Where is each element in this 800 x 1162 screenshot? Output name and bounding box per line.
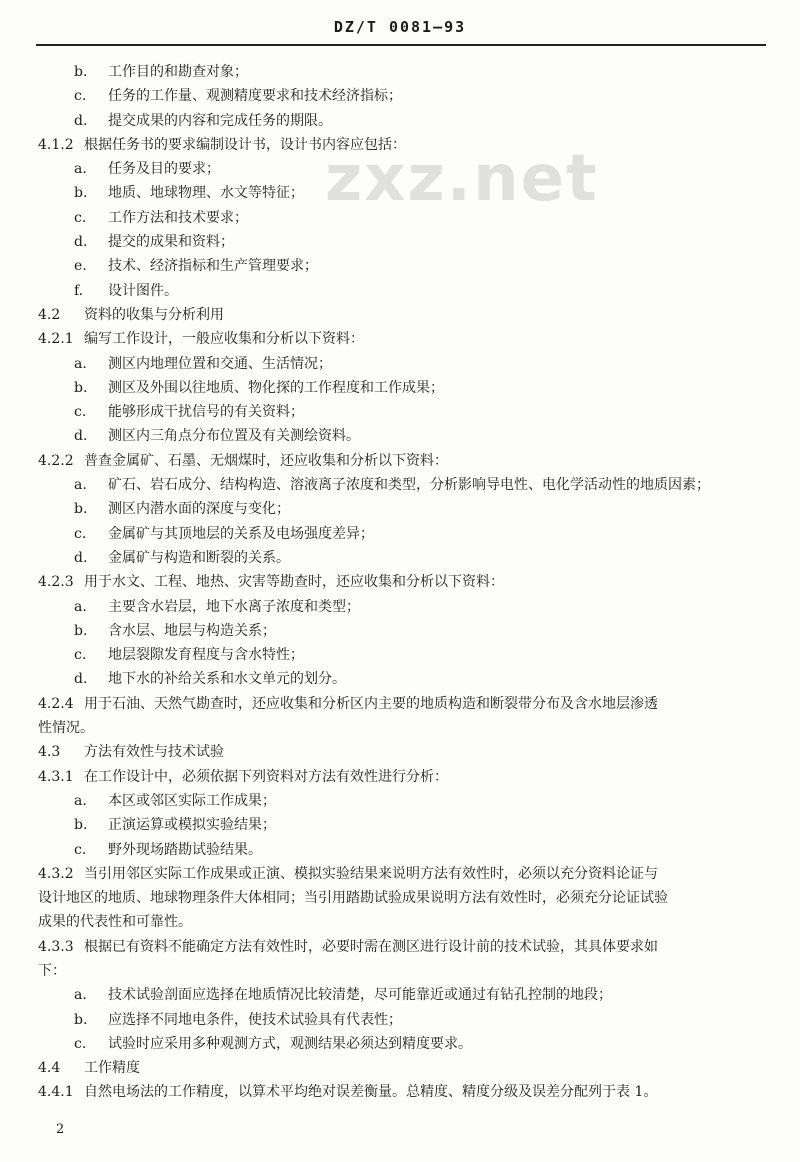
clause-number: 4.3.1	[38, 768, 74, 785]
section-clause	[38, 327, 768, 351]
document-body	[38, 60, 768, 1105]
section-clause	[38, 303, 768, 327]
clause-number: c.	[74, 525, 87, 542]
clause-number: d.	[74, 234, 88, 251]
clause-text: 工作方法和技术要求；	[108, 209, 248, 226]
clause-text: 性情况。	[38, 720, 94, 737]
clause-text: 下：	[38, 962, 66, 979]
list-item	[38, 230, 768, 254]
clause-text: 主要含水岩层，地下水离子浓度和类型；	[108, 598, 360, 615]
paragraph-continuation	[38, 910, 768, 934]
list-item	[38, 667, 768, 691]
clause-number: f.	[74, 282, 84, 299]
clause-number: 4.4	[38, 1060, 61, 1077]
watermark: zxz.net	[325, 142, 599, 216]
clause-number: a.	[74, 161, 87, 178]
clause-number: b.	[74, 817, 88, 834]
clause-text: 测区内地理位置和交通、生活情况；	[108, 355, 332, 372]
clause-text: 工作精度	[84, 1060, 140, 1077]
clause-text: 含水层、地层与构造关系；	[108, 622, 276, 639]
list-item	[38, 84, 768, 108]
document-code-header: DZ/T 0081—93	[333, 18, 467, 36]
clause-number: d.	[74, 549, 88, 566]
list-item	[38, 400, 768, 424]
clause-number: b.	[74, 1011, 88, 1028]
clause-text: 应选择不同地电条件，使技术试验具有代表性；	[108, 1011, 402, 1028]
clause-text: 测区内潜水面的深度与变化；	[108, 501, 290, 518]
clause-number: a.	[74, 355, 87, 372]
clause-text: 地质、地球物理、水文等特征；	[108, 185, 304, 202]
clause-number: 4.3	[38, 744, 61, 761]
list-item	[38, 619, 768, 643]
clause-text: 设计地区的地质、地球物理条件大体相同；当引用踏勘试验成果说明方法有效性时，必须充分论证试验	[38, 890, 668, 907]
list-item	[38, 595, 768, 619]
list-item	[38, 546, 768, 570]
clause-number: 4.2.4	[38, 695, 74, 712]
clause-text: 技术、经济指标和生产管理要求；	[108, 258, 318, 275]
clause-number: d.	[74, 671, 88, 688]
clause-text: 正演运算或模拟实验结果；	[108, 817, 276, 834]
clause-number: d.	[74, 428, 88, 445]
clause-number: 4.2.2	[38, 452, 74, 469]
list-item	[38, 473, 768, 497]
list-item	[38, 279, 768, 303]
clause-text: 方法有效性与技术试验	[84, 744, 224, 761]
list-item	[38, 206, 768, 230]
clause-number: 4.2.3	[38, 574, 74, 591]
clause-number: c.	[74, 1035, 87, 1052]
clause-number: a.	[74, 792, 87, 809]
clause-text: 提交的成果和资料；	[108, 234, 234, 251]
clause-text: 根据任务书的要求编制设计书，设计书内容应包括：	[84, 136, 406, 153]
clause-number: b.	[74, 64, 88, 80]
section-clause	[38, 1080, 768, 1104]
clause-number: a.	[74, 987, 87, 1004]
list-item	[38, 352, 768, 376]
clause-text: 本区或邻区实际工作成果；	[108, 792, 276, 809]
clause-number: a.	[74, 598, 87, 615]
clause-text: 工作目的和勘查对象；	[108, 64, 248, 80]
clause-number: d.	[74, 112, 88, 129]
clause-text: 地下水的补给关系和水文单元的划分。	[108, 671, 346, 688]
clause-text: 试验时应采用多种观测方式，观测结果必须达到精度要求。	[108, 1035, 472, 1052]
list-item	[38, 643, 768, 667]
page-number: 2	[56, 1122, 65, 1137]
clause-text: 测区内三角点分布位置及有关测绘资料。	[108, 428, 360, 445]
clause-text: 资料的收集与分析利用	[84, 306, 224, 323]
clause-number: c.	[74, 209, 87, 226]
section-clause	[38, 133, 768, 157]
clause-text: 提交成果的内容和完成任务的期限。	[108, 112, 332, 129]
clause-text: 任务的工作量、观测精度要求和技术经济指标；	[108, 88, 402, 105]
clause-number: 4.2.1	[38, 331, 74, 348]
section-clause	[38, 862, 768, 886]
list-item	[38, 1032, 768, 1056]
clause-number: b.	[74, 622, 88, 639]
clause-text: 设计图件。	[108, 282, 178, 299]
list-item	[38, 813, 768, 837]
list-item	[38, 789, 768, 813]
clause-number: b.	[74, 379, 88, 396]
list-item	[38, 157, 768, 181]
paragraph-continuation	[38, 959, 768, 983]
list-item	[38, 424, 768, 448]
list-item	[38, 1008, 768, 1032]
clause-text: 在工作设计中，必须依据下列资料对方法有效性进行分析：	[84, 768, 448, 785]
clause-number: 4.1.2	[38, 136, 74, 153]
clause-text: 野外现场踏勘试验结果。	[108, 841, 262, 858]
section-clause	[38, 1056, 768, 1080]
clause-text: 编写工作设计，一般应收集和分析以下资料：	[84, 331, 364, 348]
section-clause	[38, 449, 768, 473]
clause-text: 自然电场法的工作精度，以算术平均绝对误差衡量。总精度、精度分级及误差分配列于表 1。	[84, 1084, 658, 1101]
clause-text: 测区及外围以往地质、物化探的工作程度和工作成果；	[108, 379, 444, 396]
clause-number: b.	[74, 501, 88, 518]
section-clause	[38, 765, 768, 789]
section-clause	[38, 935, 768, 959]
paragraph-continuation	[38, 716, 768, 740]
section-clause	[38, 740, 768, 764]
clause-number: 4.3.3	[38, 938, 74, 955]
clause-number: 4.3.2	[38, 865, 74, 882]
paragraph-continuation	[38, 886, 768, 910]
list-item	[38, 181, 768, 205]
clause-text: 矿石、岩石成分、结构构造、溶液离子浓度和类型，分析影响导电性、电化学活动性的地质因素；	[108, 477, 710, 494]
clause-text: 根据已有资料不能确定方法有效性时，必要时需在测区进行设计前的技术试验，其具体要求如	[84, 938, 658, 955]
clause-text: 当引用邻区实际工作成果或正演、模拟实验结果来说明方法有效性时，必须以充分资料论证与	[84, 865, 658, 882]
clause-text: 用于水文、工程、地热、灾害等勘查时，还应收集和分析以下资料：	[84, 574, 504, 591]
section-clause	[38, 570, 768, 594]
clause-number: c.	[74, 88, 87, 105]
list-item	[38, 983, 768, 1007]
list-item	[38, 60, 768, 84]
clause-text: 任务及目的要求；	[108, 161, 220, 178]
clause-number: 4.2	[38, 306, 61, 323]
clause-text: 地层裂隙发育程度与含水特性；	[108, 647, 304, 664]
clause-number: c.	[74, 841, 87, 858]
clause-number: 4.4.1	[38, 1084, 74, 1101]
clause-text: 金属矿与构造和断裂的关系。	[108, 549, 290, 566]
clause-number: b.	[74, 185, 88, 202]
clause-text: 用于石油、天然气勘查时，还应收集和分析区内主要的地质构造和断裂带分布及含水地层渗透	[84, 695, 658, 712]
list-item	[38, 838, 768, 862]
clause-text: 能够形成干扰信号的有关资料；	[108, 404, 304, 421]
clause-text: 成果的代表性和可靠性。	[38, 914, 192, 931]
clause-number: c.	[74, 404, 87, 421]
clause-text: 金属矿与其顶地层的关系及电场强度差异；	[108, 525, 374, 542]
clause-number: a.	[74, 477, 87, 494]
clause-number: e.	[74, 258, 87, 275]
list-item	[38, 522, 768, 546]
header-rule	[36, 44, 766, 46]
list-item	[38, 254, 768, 278]
section-clause	[38, 692, 768, 716]
clause-text: 技术试验剖面应选择在地质情况比较清楚，尽可能靠近或通过有钻孔控制的地段；	[108, 987, 612, 1004]
clause-number: c.	[74, 647, 87, 664]
list-item	[38, 376, 768, 400]
clause-text: 普查金属矿、石墨、无烟煤时，还应收集和分析以下资料：	[84, 452, 448, 469]
list-item	[38, 109, 768, 133]
list-item	[38, 497, 768, 521]
